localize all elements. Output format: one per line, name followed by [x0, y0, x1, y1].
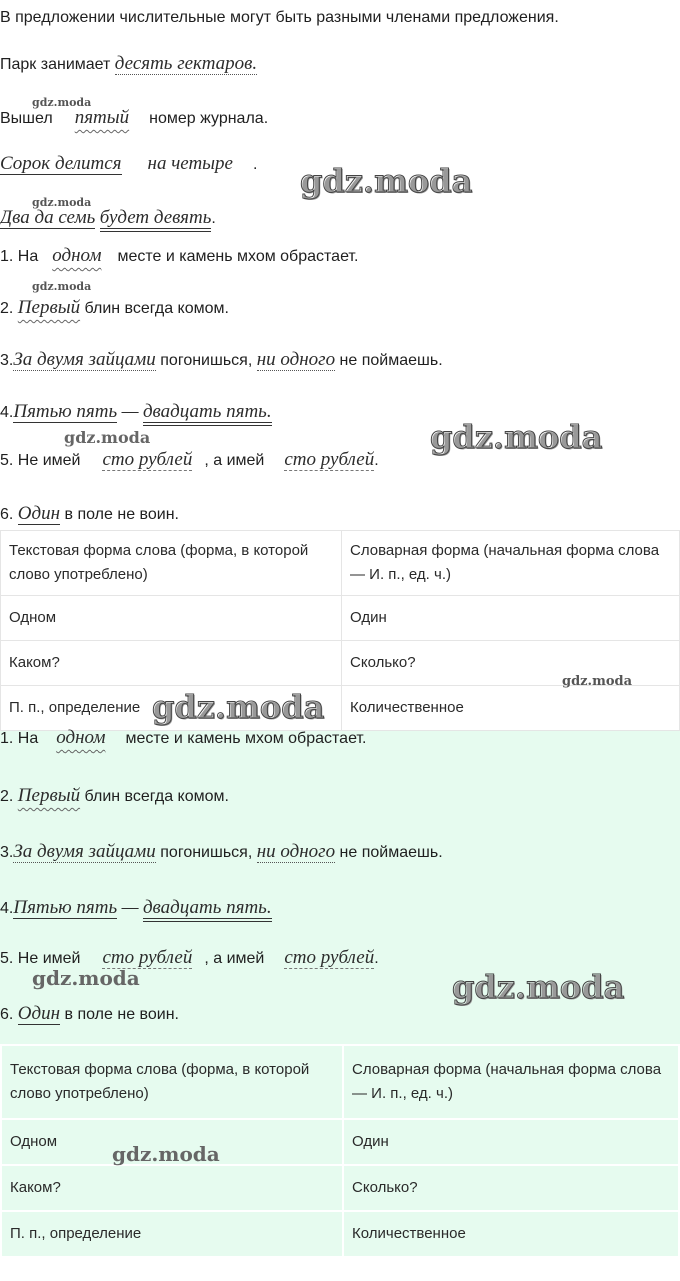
watermark: gdz.moda	[32, 196, 92, 209]
proverb-4: 4.Пятью пять — двадцать пять.	[0, 400, 272, 425]
watermark: gdz.moda	[452, 968, 625, 1006]
table-row: Одном Один	[1, 596, 680, 641]
table-row: Каком? Сколько?	[1, 641, 680, 686]
intro-text: В предложении числительные могут быть разными членами предложения.	[0, 9, 559, 26]
watermark: gdz.moda	[32, 96, 92, 109]
watermark: gdz.moda	[32, 966, 140, 990]
watermark: gdz.moda	[562, 674, 633, 689]
watermark: gdz.moda	[112, 1142, 220, 1166]
table-row: Каком? Сколько?	[1, 1165, 679, 1211]
table-row: Одном Один	[1, 1119, 679, 1165]
proverb-5: 5. Не имей сто рублей , а имей сто рублей.	[0, 449, 379, 470]
proverb-6: 6. Один в поле не воин.	[0, 503, 179, 524]
proverb-2: 2. Первый блин всегда комом.	[0, 297, 229, 318]
proverb-1: 1. На одном месте и камень мхом обрастает.	[0, 245, 359, 266]
table-row: П. п., определение Количественное	[1, 686, 680, 731]
sentence-1: Парк занимает десять гектаров.	[0, 53, 258, 74]
proverb-2-green: 2. Первый блин всегда комом.	[0, 785, 229, 806]
watermark: gdz.moda	[32, 280, 92, 293]
proverb-1-green: 1. На одном месте и камень мхом обрастает.	[0, 727, 367, 748]
table-header-dict-form: Словарная форма (начальная форма слова — И. п., ед. ч.)	[343, 1045, 679, 1119]
table-header-text-form: Текстовая форма слова (форма, в которой слово употреблено)	[1, 1045, 343, 1119]
forms-table	[0, 530, 680, 731]
proverb-3-green: 3.За двумя зайцами погонишься, ни одного не поймаешь.	[0, 841, 443, 862]
sentence-3: Сорок делится на четыре .	[0, 153, 258, 174]
proverb-3: 3.За двумя зайцами погонишься, ни одного не поймаешь.	[0, 349, 443, 370]
watermark: gdz.moda	[300, 162, 473, 200]
proverb-4-green: 4.Пятью пять — двадцать пять.	[0, 896, 272, 921]
watermark: gdz.moda	[430, 418, 603, 456]
proverb-5-green: 5. Не имей сто рублей , а имей сто рублей.	[0, 947, 379, 968]
proverb-6-green: 6. Один в поле не воин.	[0, 1003, 179, 1024]
table-header-text-form: Текстовая форма слова (форма, в которой слово употреблено)	[1, 531, 342, 596]
watermark: gdz.moda	[152, 688, 325, 726]
watermark: gdz.moda	[64, 428, 151, 447]
table-row: П. п., определение Количественное	[1, 1211, 679, 1257]
table-header-dict-form: Словарная форма (начальная форма слова — И. п., ед. ч.)	[342, 531, 680, 596]
forms-table-green	[0, 1044, 680, 1258]
sentence-4: Два да семь будет девять.	[0, 206, 216, 231]
sentence-2: Вышел пятый номер журнала.	[0, 107, 269, 128]
